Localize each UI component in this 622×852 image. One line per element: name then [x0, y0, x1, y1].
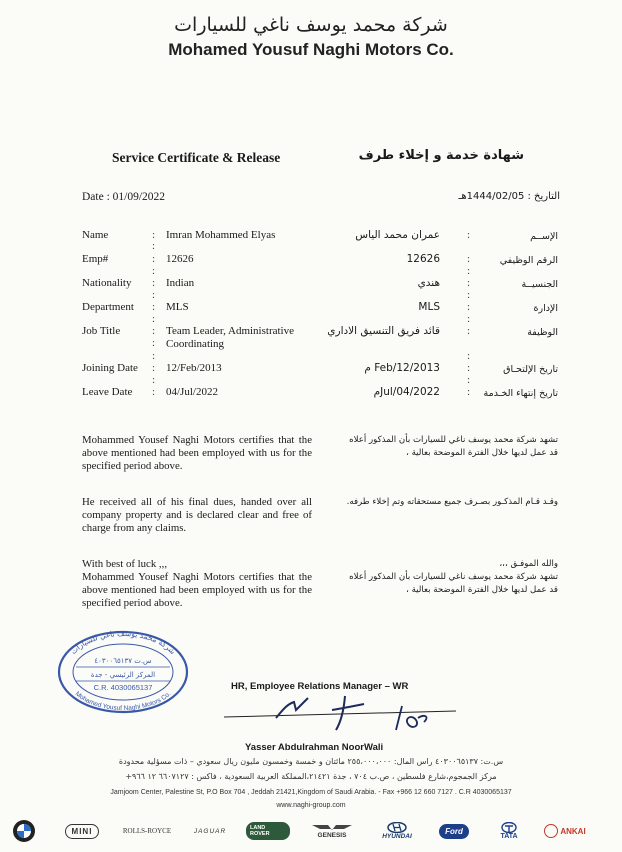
field-label: Job Title	[82, 325, 121, 337]
company-name-arabic: شركة محمد يوسف ناغي للسيارات	[174, 14, 448, 36]
colon: :	[152, 325, 156, 337]
hyundai-logo: HYUNDAI	[374, 818, 420, 844]
colon: :	[152, 350, 156, 362]
colon: :	[467, 325, 471, 337]
colon: :	[467, 265, 471, 277]
land-rover-logo: LAND ROVER	[246, 818, 290, 844]
field-label: Emp#	[82, 253, 109, 265]
closing-line-english: With best of luck ,,,	[82, 558, 168, 570]
ankai-circle-icon	[544, 824, 558, 838]
bmw-roundel-icon	[12, 819, 36, 843]
colon: :	[152, 253, 156, 265]
closing-paragraph-english: Mohammed Yousef Naghi Motors certifies that the above mentioned had been employed with us for the specified period above.	[82, 571, 312, 609]
signatory-title: HR, Employee Relations Manager – WR	[231, 681, 409, 692]
company-name-english: Mohamed Yousuf Naghi Motors Co.	[168, 40, 454, 59]
field-value: MLS	[166, 301, 189, 313]
field-label-arabic: الجنسيــة	[521, 279, 558, 290]
closing-paragraph-arabic: تشهد شركة محمد يوسف ناغي للسيارات بأن المذكور أعلاه قد عمل لديها خلال الفترة الموضحة بعالية ،	[349, 572, 558, 595]
field-value-arabic: 2013/Feb/12 م	[364, 362, 440, 374]
colon: :	[467, 229, 471, 241]
date-english: Date : 01/09/2022	[82, 191, 166, 203]
colon: :	[467, 301, 471, 313]
signatory-name: Yasser Abdulrahman NoorWali	[245, 742, 384, 753]
field-label-arabic: تاريخ إنتهاء الخـدمة	[483, 388, 558, 399]
handwritten-signature	[224, 690, 464, 740]
clearance-paragraph-english: He received all of his final dues, handed over all company property and is declared clear and free of charge from any claims.	[82, 496, 312, 534]
colon: :	[152, 277, 156, 289]
field-value-arabic: MLS	[418, 301, 440, 313]
ankai-logo: ANKAI	[536, 818, 594, 844]
field-label: Name	[82, 229, 109, 241]
colon: :	[152, 337, 156, 349]
colon: :	[467, 350, 471, 362]
closing-line-arabic: والله الموفـق ،،،	[499, 559, 558, 569]
colon: :	[467, 277, 471, 289]
genesis-logo: GENESIS	[306, 818, 358, 844]
field-label: Department	[82, 301, 134, 313]
colon: :	[152, 265, 156, 277]
stamp-arc-top-text: شركة محمد يوسف ناغي للسيارات	[68, 630, 178, 657]
date-arabic: التاريخ : 1444/02/05هـ	[458, 191, 560, 202]
field-value-arabic: عمران محمد الياس	[355, 229, 440, 241]
colon: :	[467, 362, 471, 374]
ford-logo: Ford	[434, 818, 474, 844]
field-value-arabic: 2022/Jul/04م	[373, 386, 440, 398]
field-label-arabic: الرقم الوظيفي	[499, 255, 558, 266]
footer-arabic-line2: مركز الجمجوم،شارع فلسطين ، ص.ب ٧٠٤ ، جدة ٢١٤٢١،المملكة العربية السعودية ، فاكس : ٦٦٠٧١٢٧ ١٢ ٩٦٦+	[125, 772, 497, 781]
bmw-logo	[8, 818, 40, 844]
field-label: Joining Date	[82, 362, 138, 374]
field-value: 12626	[166, 253, 194, 265]
stamp-hq-arabic: المركز الرئيسي - جدة	[90, 671, 156, 679]
field-label-arabic: الإســم	[530, 231, 558, 242]
field-value-arabic: قائد فريق التنسيق الاداري	[327, 325, 440, 337]
stamp-arc-bottom-text: Mohamed Yousuf Naghi Motors Co.	[73, 690, 173, 713]
mini-logo: MINI	[58, 818, 106, 844]
colon: :	[152, 229, 156, 241]
colon: :	[152, 240, 156, 252]
tata-logo: TATA	[494, 818, 524, 844]
certificate-title-arabic: شهادة خدمة و إخلاء طرف	[358, 148, 524, 163]
field-label: Nationality	[82, 277, 132, 289]
colon: :	[152, 289, 156, 301]
rolls-royce-logo: ROLLS-ROYCE	[122, 827, 172, 835]
stamp-cr-english: C.R. 4030065137	[93, 683, 153, 692]
colon: :	[152, 313, 156, 325]
field-value: 04/Jul/2022	[166, 386, 218, 398]
svg-text:شركة محمد يوسف ناغي للسيارات	[69, 630, 178, 656]
genesis-wings-icon	[310, 823, 354, 832]
field-value: Imran Mohammed Elyas	[166, 229, 276, 241]
jaguar-logo: JAGUAR	[193, 827, 227, 835]
footer-website[interactable]: www.naghi-group.com	[276, 802, 346, 809]
colon: :	[152, 362, 156, 374]
field-value-arabic: 12626	[406, 253, 440, 265]
hyundai-h-icon	[387, 822, 407, 833]
company-stamp	[56, 630, 190, 714]
field-value: Indian	[166, 277, 195, 289]
svg-text:Mohamed Yousuf Naghi Motors Co	[74, 691, 173, 712]
field-label: Leave Date	[82, 386, 133, 398]
clearance-paragraph-arabic: وقـد قـام المذكـور بصـرف جميع مستحقاته وتم إخلاء طرفه.	[346, 497, 558, 507]
colon: :	[467, 374, 471, 386]
field-label-arabic: تاريخ الإلتحـاق	[503, 364, 558, 375]
colon: :	[152, 301, 156, 313]
field-label-arabic: الوظيفة	[527, 327, 558, 338]
field-value: Team Leader, Administrative Coordinating	[166, 325, 294, 350]
field-value: 12/Feb/2013	[166, 362, 222, 374]
certification-paragraph-english: Mohammed Yousef Naghi Motors certifies that the above mentioned had been employed with us for the specified period above.	[82, 434, 312, 472]
footer-arabic-line1: س.ت: ٤٠٣٠٠٦٥١٣٧ راس المال: ٢٥٥،٠٠٠،٠٠٠ مائتان و خمسة وخمسون مليون ريال سعودي – ذات مسؤلية محدودة	[118, 757, 504, 766]
colon: :	[152, 374, 156, 386]
stamp-cr-arabic: س.ت ٤٠٣٠٠٦٥١٣٧	[94, 657, 152, 665]
colon: :	[467, 386, 471, 398]
colon: :	[467, 253, 471, 265]
field-label-arabic: الإدارة	[533, 303, 558, 314]
certification-paragraph-arabic: تشهد شركة محمد يوسف ناغي للسيارات بأن المذكور أعلاه قد عمل لديها خلال الفترة الموضحة بعالية ،	[349, 435, 558, 458]
tata-t-icon	[501, 822, 517, 833]
field-value-arabic: هندي	[417, 277, 440, 289]
colon: :	[467, 313, 471, 325]
colon: :	[152, 386, 156, 398]
certificate-title-english: Service Certificate & Release	[112, 150, 281, 165]
colon: :	[467, 289, 471, 301]
footer-address-english: Jamjoom Center, Palestine St, P.O Box 704 , Jeddah 21421,Kingdom of Saudi Arabia. - Fax +966 12 660 7127 . C.R 4030065137	[110, 789, 512, 796]
